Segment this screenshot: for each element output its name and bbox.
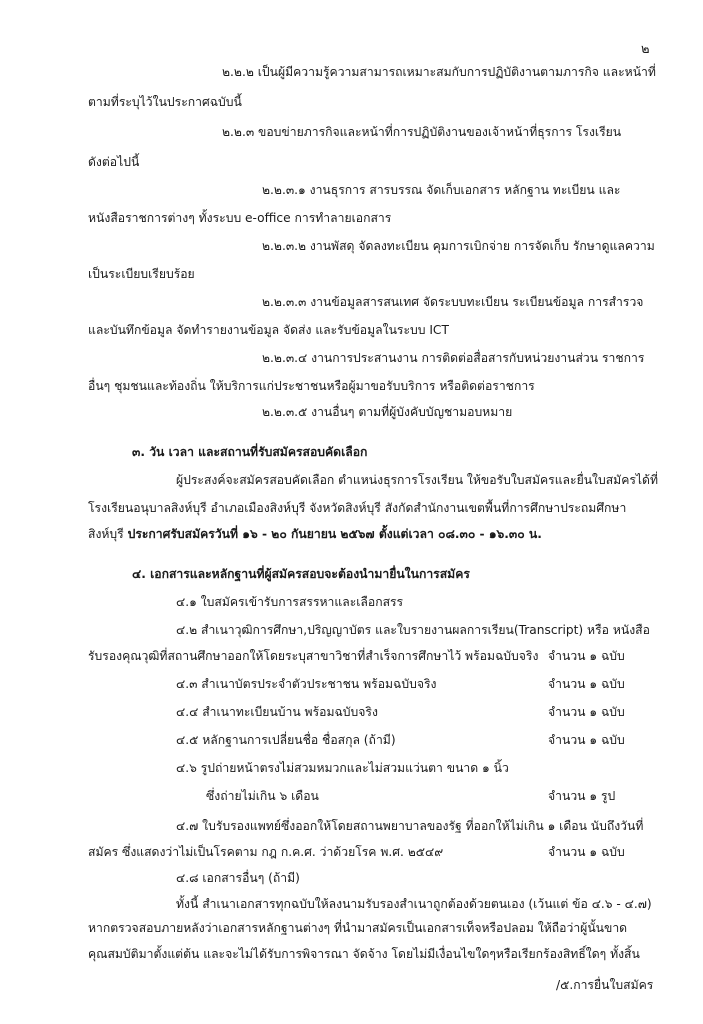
text-line: หากตรวจสอบภายหลังว่าเอกสารหลักฐานต่างๆ ที่นำมาสมัครเป็นเอกสารเท็จหรือปลอม ให้ถือว่าผู้นั้นขาด <box>88 921 628 935</box>
text-line: ๔.๘ เอกสารอื่นๆ (ถ้ามี) <box>176 871 300 885</box>
amount: จำนวน ๑ รูป <box>548 789 616 803</box>
text-line: ๒.๒.๒ เป็นผู้มีความรู้ความสามารถเหมาะสมกับการปฏิบัติงานตามภารกิจ และหน้าที่ <box>222 65 656 79</box>
text-line: ดังต่อไปนี้ <box>88 155 140 169</box>
page-number: ๒ <box>641 42 650 57</box>
section-heading: ๓. วัน เวลา และสถานที่รับสมัครสอบคัดเลือก <box>132 445 368 459</box>
text-line: ๒.๒.๓.๔ งานการประสานงาน การติดต่อสื่อสารกับหน่วยงานส่วน ราชการ <box>262 351 645 365</box>
text-line: ๒.๒.๓ ขอบข่ายภารกิจและหน้าที่การปฏิบัติงานของเจ้าหน้าที่ธุรการ โรงเรียน <box>222 125 622 139</box>
text-line: ทั้งนี้ สำเนาเอกสารทุกฉบับให้ลงนามรับรองสำเนาถูกต้องด้วยตนเอง (เว้นแต่ ข้อ ๔.๖ - ๔.๗) <box>176 897 652 911</box>
location-text: สิงห์บุรี <box>88 527 124 541</box>
text-line: อื่นๆ ชุมชนและท้องถิ่น ให้บริการแก่ประชาชนหรือผู้มาขอรับบริการ หรือติดต่อราชการ <box>88 379 535 393</box>
continuation-note: /๕.การยื่นใบสมัคร <box>556 978 654 992</box>
amount: จำนวน ๑ ฉบับ <box>548 649 625 663</box>
text-line: สมัคร ซึ่งแสดงว่าไม่เป็นโรคตาม กฎ ก.ค.ศ. ว่าด้วยโรค พ.ศ. ๒๕๔๙ <box>88 845 444 859</box>
amount: จำนวน ๑ ฉบับ <box>548 845 625 859</box>
amount: จำนวน ๑ ฉบับ <box>548 677 625 691</box>
text-line: ตามที่ระบุไว้ในประกาศฉบับนี้ <box>88 95 242 109</box>
text-line: ๒.๒.๓.๕ งานอื่นๆ ตามที่ผู้บังคับบัญชามอบหมาย <box>262 405 513 419</box>
text-line: ๔.๒ สำเนาวุฒิการศึกษา,ปริญญาบัตร และใบรายงานผลการเรียน(Transcript) หรือ หนังสือ <box>176 623 650 637</box>
text-line: ๔.๖ รูปถ่ายหน้าตรงไม่สวมหมวกและไม่สวมแว่นตา ขนาด ๑ นิ้ว <box>176 761 509 775</box>
text-line <box>88 524 542 544</box>
application-period: ประกาศรับสมัครวันที่ ๑๖ - ๒๐ กันยายน ๒๕๖๗ ตั้งแต่เวลา ๐๘.๓๐ - ๑๖.๓๐ น. <box>127 527 542 541</box>
amount: จำนวน ๑ ฉบับ <box>548 705 625 719</box>
text-line: คุณสมบัติมาตั้งแต่ต้น และจะไม่ได้รับการพิจารณา จัดจ้าง โดยไม่มีเงื่อนไขใดๆหรือเรียกร้องสิทธิ์ใดๆ ทั้งสิ้น <box>88 947 640 961</box>
text-line: ผู้ประสงค์จะสมัครสอบคัดเลือก ตำแหน่งธุรการโรงเรียน ให้ขอรับใบสมัครและยื่นใบสมัครได้ที่ <box>176 473 658 487</box>
text-line: ซึ่งถ่ายไม่เกิน ๖ เดือน <box>206 789 319 803</box>
text-line: และบันทึกข้อมูล จัดทำรายงานข้อมูล จัดส่ง และรับข้อมูลในระบบ ICT <box>88 323 449 337</box>
text-line: เป็นระเบียบเรียบร้อย <box>88 267 195 281</box>
text-line: ๔.๔ สำเนาทะเบียนบ้าน พร้อมฉบับจริง <box>176 705 378 719</box>
text-line: ๒.๒.๓.๑ งานธุรการ สารบรรณ จัดเก็บเอกสาร หลักฐาน ทะเบียน และ <box>262 183 621 197</box>
text-line: ๒.๒.๓.๓ งานข้อมูลสารสนเทศ จัดระบบทะเบียน ระเบียนข้อมูล การสำรวจ <box>262 295 644 309</box>
text-line: ๔.๕ หลักฐานการเปลี่ยนชื่อ ชื่อสกุล (ถ้ามี) <box>176 733 396 747</box>
text-line: ๔.๑ ใบสมัครเข้ารับการสรรหาและเลือกสรร <box>176 595 404 609</box>
text-line: หนังสือราชการต่างๆ ทั้งระบบ e-office การทำลายเอกสาร <box>88 211 392 225</box>
section-heading: ๔. เอกสารและหลักฐานที่ผู้สมัครสอบจะต้องนำมายื่นในการสมัคร <box>132 567 470 581</box>
text-line: ๒.๒.๓.๒ งานพัสดุ จัดลงทะเบียน คุมการเบิกจ่าย การจัดเก็บ รักษาดูแลความ <box>262 239 655 253</box>
text-line: โรงเรียนอนุบาลสิงห์บุรี อำเภอเมืองสิงห์บุรี จังหวัดสิงห์บุรี สังกัดสำนักงานเขตพื้นที่การศึกษาประถมศึกษา <box>88 501 627 515</box>
amount: จำนวน ๑ ฉบับ <box>548 733 625 747</box>
text-line: รับรองคุณวุฒิที่สถานศึกษาออกให้โดยระบุสาขาวิชาที่สำเร็จการศึกษาไว้ พร้อมฉบับจริง <box>88 649 539 663</box>
text-line: ๔.๗ ใบรับรองแพทย์ซึ่งออกให้โดยสถานพยาบาลของรัฐ ที่ออกให้ไม่เกิน ๑ เดือน นับถึงวันที่ <box>176 819 644 833</box>
text-line: ๔.๓ สำเนาบัตรประจำตัวประชาชน พร้อมฉบับจริง <box>176 677 437 691</box>
